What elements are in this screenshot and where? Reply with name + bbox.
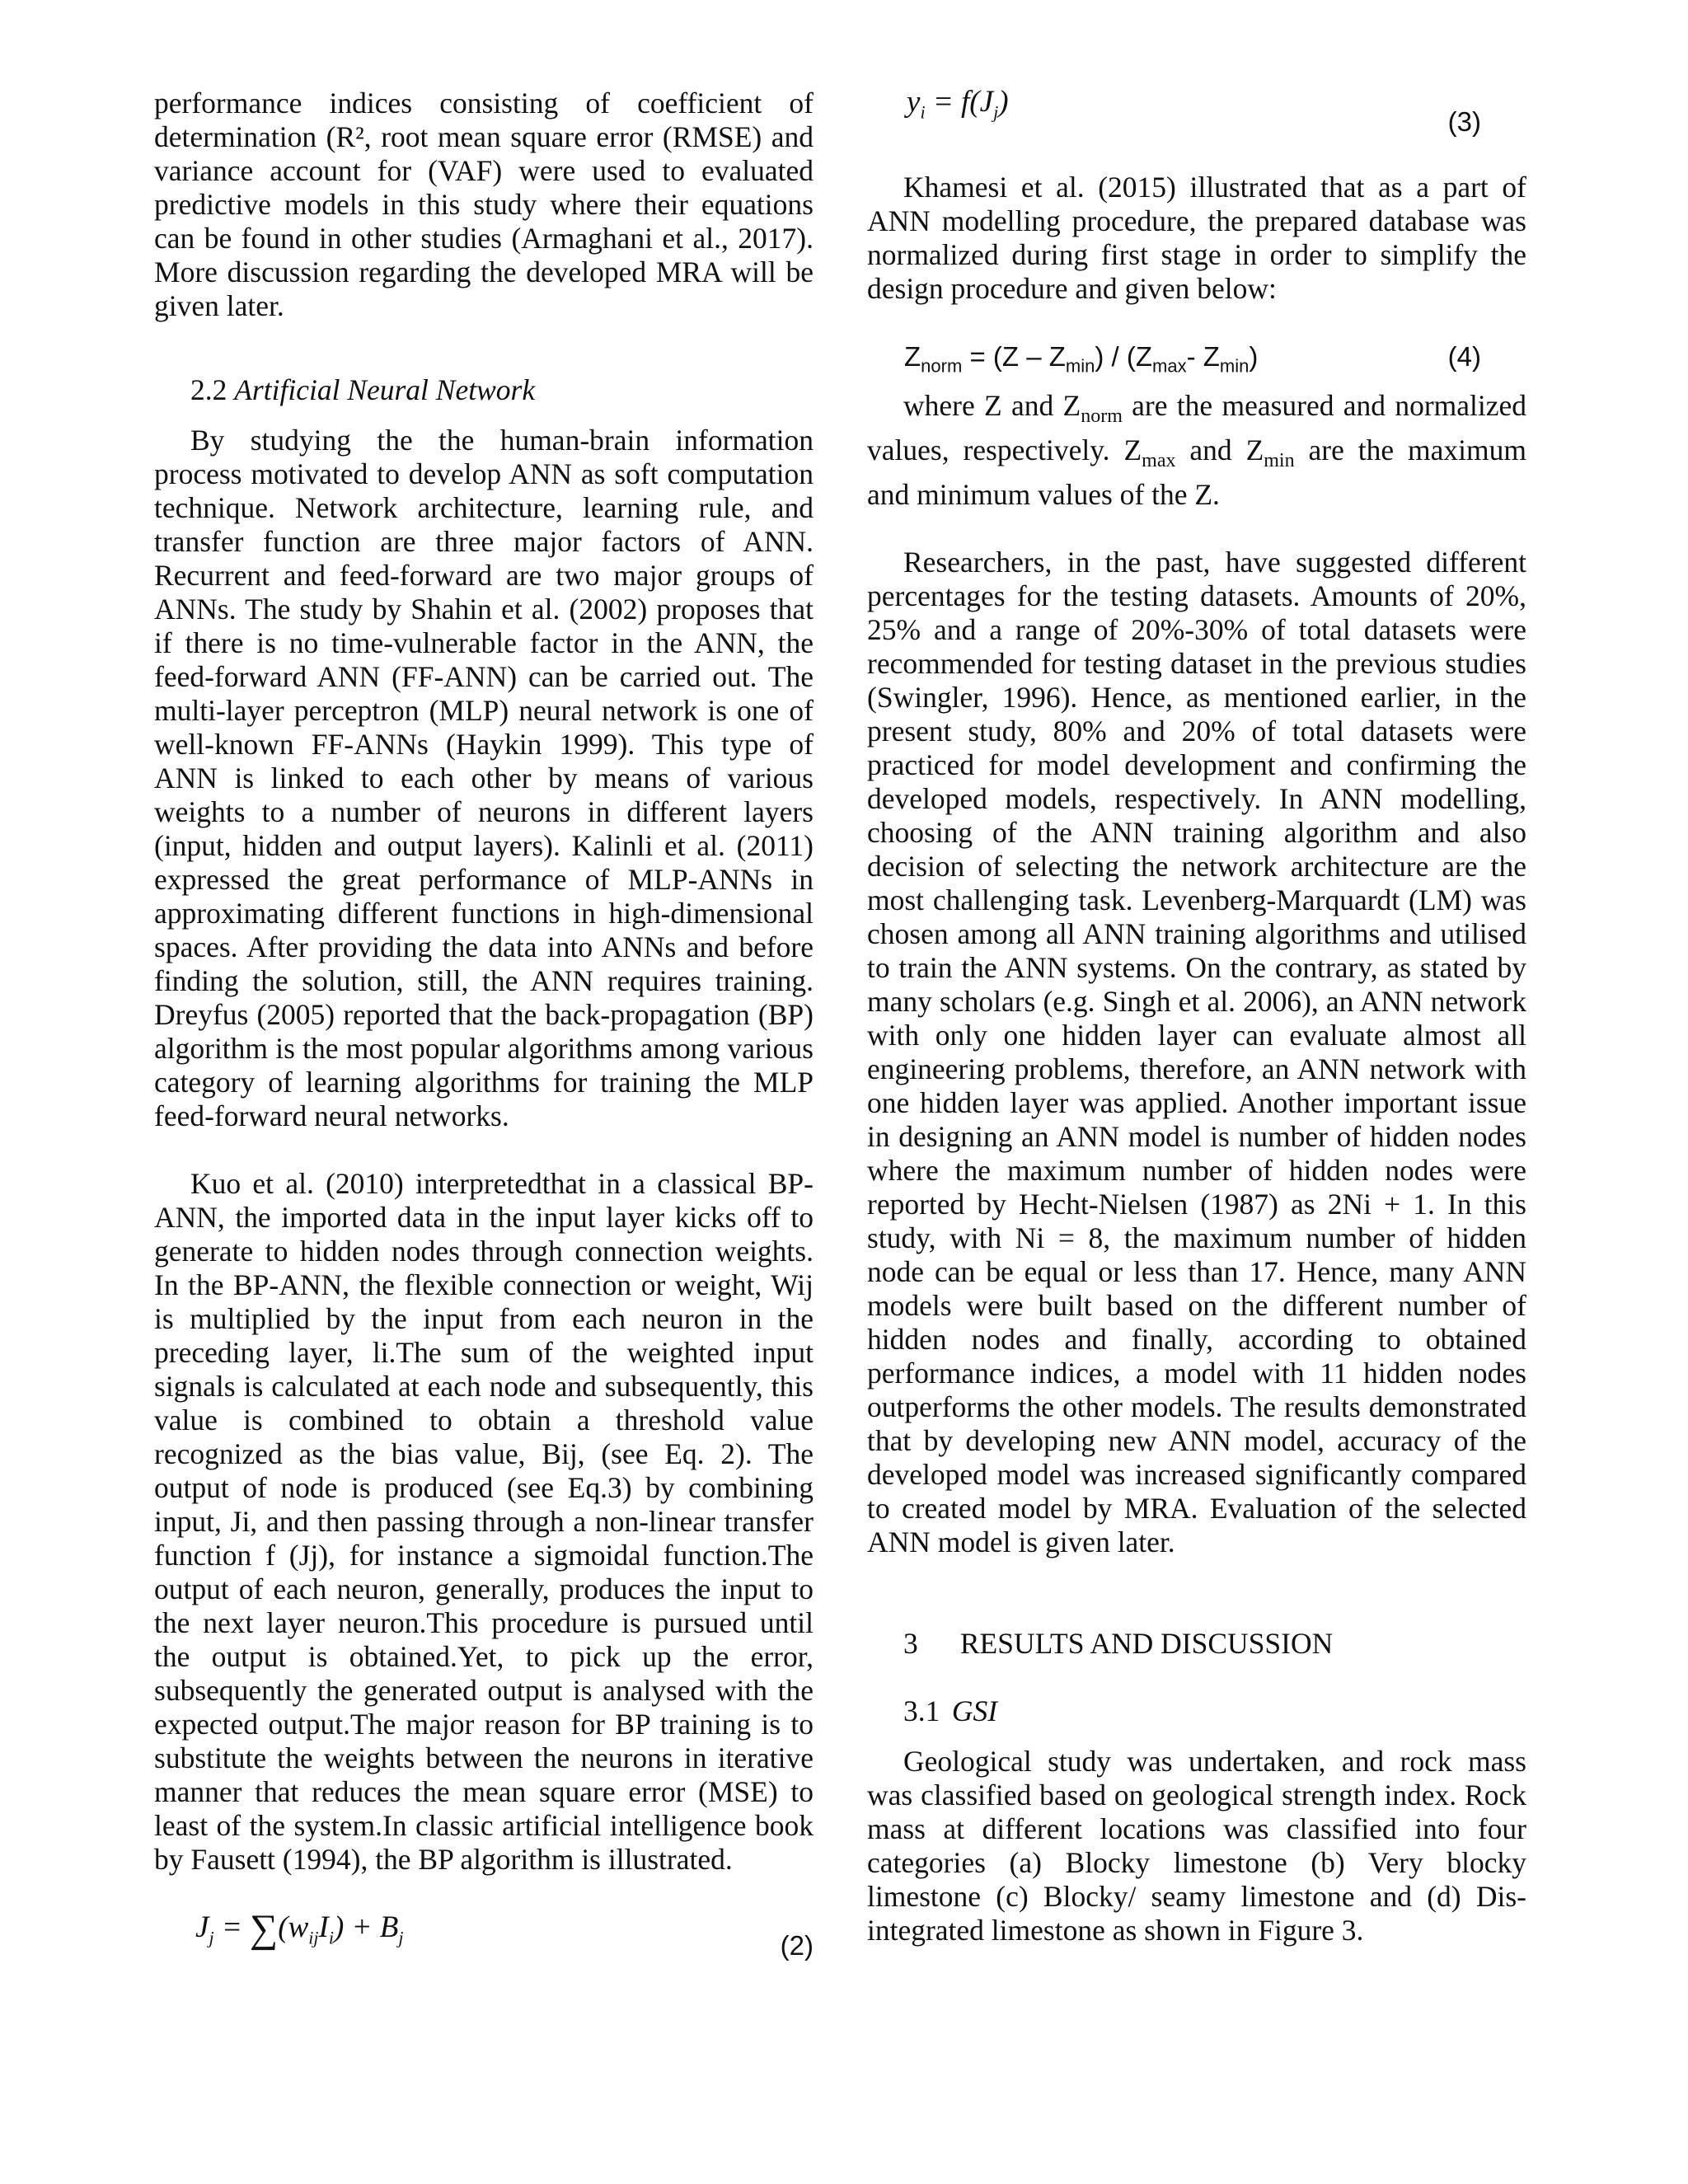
- researchers-paragraph: Researchers, in the past, have suggested different percentages for the testing datasets. Amounts of 20%, 25% and a range of 20%-30% of total datasets were recommended for testing dataset in the previous studies (Swingler, 1996). Hence, as mentioned earlier, in the present study, 80% and 20% of total datasets were practiced for model development and confirming the developed models, respectively. In ANN modelling, choosing of the ANN training algorithm and also decision of selecting the network architecture are the most challenging task. Levenberg-Marquardt (LM) was chosen among all ANN training algorithms and utilised to train the ANN systems. On the contrary, as stated by many scholars (e.g. Singh et al. 2006), an ANN network with only one hidden layer can evaluate almost all engineering problems, therefore, an ANN network with one hidden layer was applied. Another important issue in designing an ANN model is number of hidden nodes where the maximum number of hidden nodes were reported by Hecht-Nielsen (1987) as 2Ni + 1. In this study, with Ni = 8, the maximum number of hidden node can be equal or less than 17. Hence, many ANN models were built based on the different number of hidden nodes and finally, according to obtained performance indices, a model with 11 hidden nodes outperforms the other models. The results demonstrated that by developing new ANN model, accuracy of the developed model was increased significantly compared to created model by MRA. Evaluation of the selected ANN model is given later.: [867, 546, 1526, 1559]
- where-paragraph: where Z and $Z_{norm}$ are the measured and normalized values, respectively. $Z_{max}$ and $Z_{min}$ are the maximum and minimum values of the Z.: [867, 389, 1527, 512]
- section-title: RESULTS AND DISCUSSION: [959, 1627, 1334, 1661]
- gsi-paragraph: Geological study was undertaken, and rock mass was classified based on geological strength index. Rock mass at different locations was classified into four categories (a) Blocky limestone (b) Very blocky limestone (c) Blocky/ seamy limestone and (d) Dis-integrated limestone as shown in Figure 3.: [867, 1745, 1526, 1947]
- section-heading-2-2: [154, 373, 814, 407]
- equation-4-formula: $Z_{norm} = (Z - Z_{min}) / (Z_{max}-$ $Z_{min}$): [904, 341, 1259, 377]
- section-number: 3: [903, 1627, 918, 1661]
- khamesi-paragraph: Khamesi et al. (2015) illustrated that as a part of ANN modelling procedure, the prepared database was normalized during first stage in order to simplify the design procedure and given below:: [867, 171, 1526, 305]
- equation-3: [867, 85, 1526, 152]
- section-heading-3-1: [867, 1694, 1526, 1728]
- section-number: 2.2: [190, 373, 227, 406]
- section-title: Artificial Neural Network: [234, 373, 536, 406]
- equation-2-formula: $J_j = \sum(w_{ij}I_i) + B_j$: [195, 1907, 404, 1951]
- equation-2-label: (2): [780, 1930, 814, 1961]
- right-column: [867, 87, 1526, 1947]
- equation-2: [154, 1907, 814, 1978]
- intro-paragraph: performance indices consisting of coefficient of determination (R², root mean square error (RMSE) and variance account for (VAF) were used to evaluated predictive models in this study where their equations can be found in other studies (Armaghani et al., 2017). More discussion regarding the developed MRA will be given later.: [154, 87, 814, 322]
- ann-paragraph-1: By studying the the human-brain information process motivated to develop ANN as soft computation technique. Network architecture, learning rule, and transfer function are three major factors of ANN. Recurrent and feed-forward are two major groups of ANNs. The study by Shahin et al. (2002) proposes that if there is no time-vulnerable factor in the ANN, the feed-forward ANN (FF-ANN) can be carried out. The multi-layer perceptron (MLP) neural network is one of well-known FF-ANNs (Haykin 1999). This type of ANN is linked to each other by means of various weights to a number of neurons in different layers (input, hidden and output layers). Kalinli et al. (2011) expressed the great performance of MLP-ANNs in approximating different functions in high-dimensional spaces. After providing the data into ANNs and before finding the solution, still, the ANN requires training. Dreyfus (2005) reported that the back-propagation (BP) algorithm is the most popular algorithms among various category of learning algorithms for training the MLP feed-forward neural networks.: [154, 424, 814, 1132]
- section-number: 3.1: [903, 1694, 940, 1728]
- equation-3-formula: $y_i = f(J_j)$: [907, 85, 1009, 123]
- ann-paragraph-2: Kuo et al. (2010) interpretedthat in a classical BP-ANN, the imported data in the input layer kicks off to generate to hidden nodes through connection weights. In the BP-ANN, the flexible connection or weight, Wij is multiplied by the input from each neuron in the preceding layer, li.The sum of the weighted input signals is calculated at each node and subsequently, this value is combined to obtain a threshold value recognized as the bias value, Bij, (see Eq. 2). The output of node is produced (see Eq.3) by combining input, Ji, and then passing through a non-linear transfer function f (Jj), for instance a sigmoidal function.The output of each neuron, generally, produces the input to the next layer neuron.This procedure is pursued until the output is obtained.Yet, to pick up the error, subsequently the generated output is analysed with the expected output.The major reason for BP training is to substitute the weights between the neurons in iterative manner that reduces the mean square error (MSE) to least of the system.In classic artificial intelligence book by Fausett (1994), the BP algorithm is illustrated.: [154, 1167, 814, 1876]
- section-title: GSI: [951, 1694, 998, 1728]
- left-column: [154, 87, 814, 1978]
- section-heading-3: [867, 1627, 1526, 1661]
- equation-4-label: (4): [1447, 341, 1481, 372]
- equation-4: [867, 340, 1526, 389]
- equation-3-label: (3): [1447, 106, 1481, 137]
